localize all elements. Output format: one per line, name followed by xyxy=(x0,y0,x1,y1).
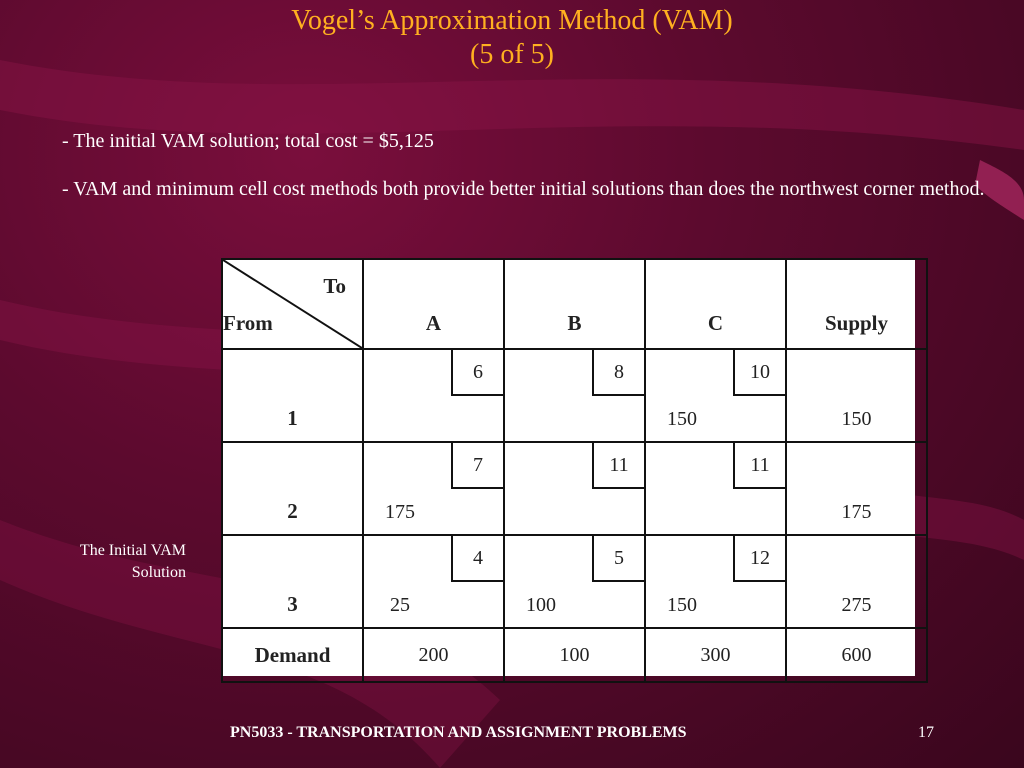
header-from-label: From xyxy=(223,311,273,335)
cost-box: 8 xyxy=(592,350,644,396)
allocation: 100 xyxy=(526,594,556,616)
title-line-2: (5 of 5) xyxy=(470,39,554,70)
row-label-cell xyxy=(222,349,363,442)
demand-total xyxy=(786,628,927,682)
cell-3a xyxy=(363,535,504,628)
cost-box: 7 xyxy=(451,443,503,489)
header-corner-cell xyxy=(222,259,363,349)
demand-label-cell xyxy=(222,628,363,682)
supply-cell-1 xyxy=(786,349,927,442)
header-to-label: To xyxy=(323,274,346,298)
allocation: 150 xyxy=(667,408,697,430)
demand-value: 600 xyxy=(841,643,872,666)
table-header-row xyxy=(222,259,927,349)
header-col-a xyxy=(363,259,504,349)
allocation: 25 xyxy=(390,594,410,616)
table-row xyxy=(222,349,927,442)
cell-1b xyxy=(504,349,645,442)
table-caption xyxy=(6,540,186,584)
supply-value: 175 xyxy=(841,501,872,523)
cost-box: 10 xyxy=(733,350,785,396)
demand-value: 200 xyxy=(418,643,449,666)
cell-3b xyxy=(504,535,645,628)
cost-box: 11 xyxy=(733,443,785,489)
cell-3c xyxy=(645,535,786,628)
bullet-comparison: - VAM and minimum cell cost methods both provide better initial solutions than does the northwest corner method. xyxy=(62,178,985,200)
demand-b xyxy=(504,628,645,682)
row-label: 1 xyxy=(287,406,298,430)
cost-box: 5 xyxy=(592,536,644,582)
row-label: 3 xyxy=(287,592,298,616)
cost-box: 4 xyxy=(451,536,503,582)
table-row xyxy=(222,535,927,628)
cost-box: 6 xyxy=(451,350,503,396)
cell-2c xyxy=(645,442,786,535)
column-label: A xyxy=(425,311,442,335)
column-label: Supply xyxy=(824,311,889,335)
header-col-b xyxy=(504,259,645,349)
slide-footer: PN5033 - TRANSPORTATION AND ASSIGNMENT PROBLEMS xyxy=(230,724,687,741)
supply-value: 275 xyxy=(841,594,872,616)
title-line-1: Vogel’s Approximation Method (VAM) xyxy=(291,5,733,36)
page-number: 17 xyxy=(918,724,934,741)
bullet-total-cost: - The initial VAM solution; total cost = $5,125 xyxy=(62,130,434,152)
row-label: 2 xyxy=(287,499,298,523)
allocation: 175 xyxy=(385,501,415,523)
supply-cell-3 xyxy=(786,535,927,628)
demand-a xyxy=(363,628,504,682)
cell-2a xyxy=(363,442,504,535)
caption-line-1: The Initial VAM xyxy=(79,542,186,559)
supply-cell-2 xyxy=(786,442,927,535)
row-label-cell xyxy=(222,442,363,535)
allocation: 150 xyxy=(667,594,697,616)
cell-1a xyxy=(363,349,504,442)
header-col-c xyxy=(645,259,786,349)
header-col-supply xyxy=(786,259,927,349)
supply-value: 150 xyxy=(841,408,872,430)
transportation-table xyxy=(221,258,915,676)
demand-row xyxy=(222,628,927,682)
column-label: B xyxy=(567,311,582,335)
row-label-cell xyxy=(222,535,363,628)
demand-value: 100 xyxy=(559,643,590,666)
cost-box: 11 xyxy=(592,443,644,489)
demand-value: 300 xyxy=(700,643,731,666)
column-label: C xyxy=(707,311,724,335)
table-row xyxy=(222,442,927,535)
demand-c xyxy=(645,628,786,682)
cell-1c xyxy=(645,349,786,442)
cost-box: 12 xyxy=(733,536,785,582)
caption-line-2: Solution xyxy=(131,564,186,581)
cell-2b xyxy=(504,442,645,535)
slide-title xyxy=(0,4,1024,72)
demand-label: Demand xyxy=(254,642,331,667)
